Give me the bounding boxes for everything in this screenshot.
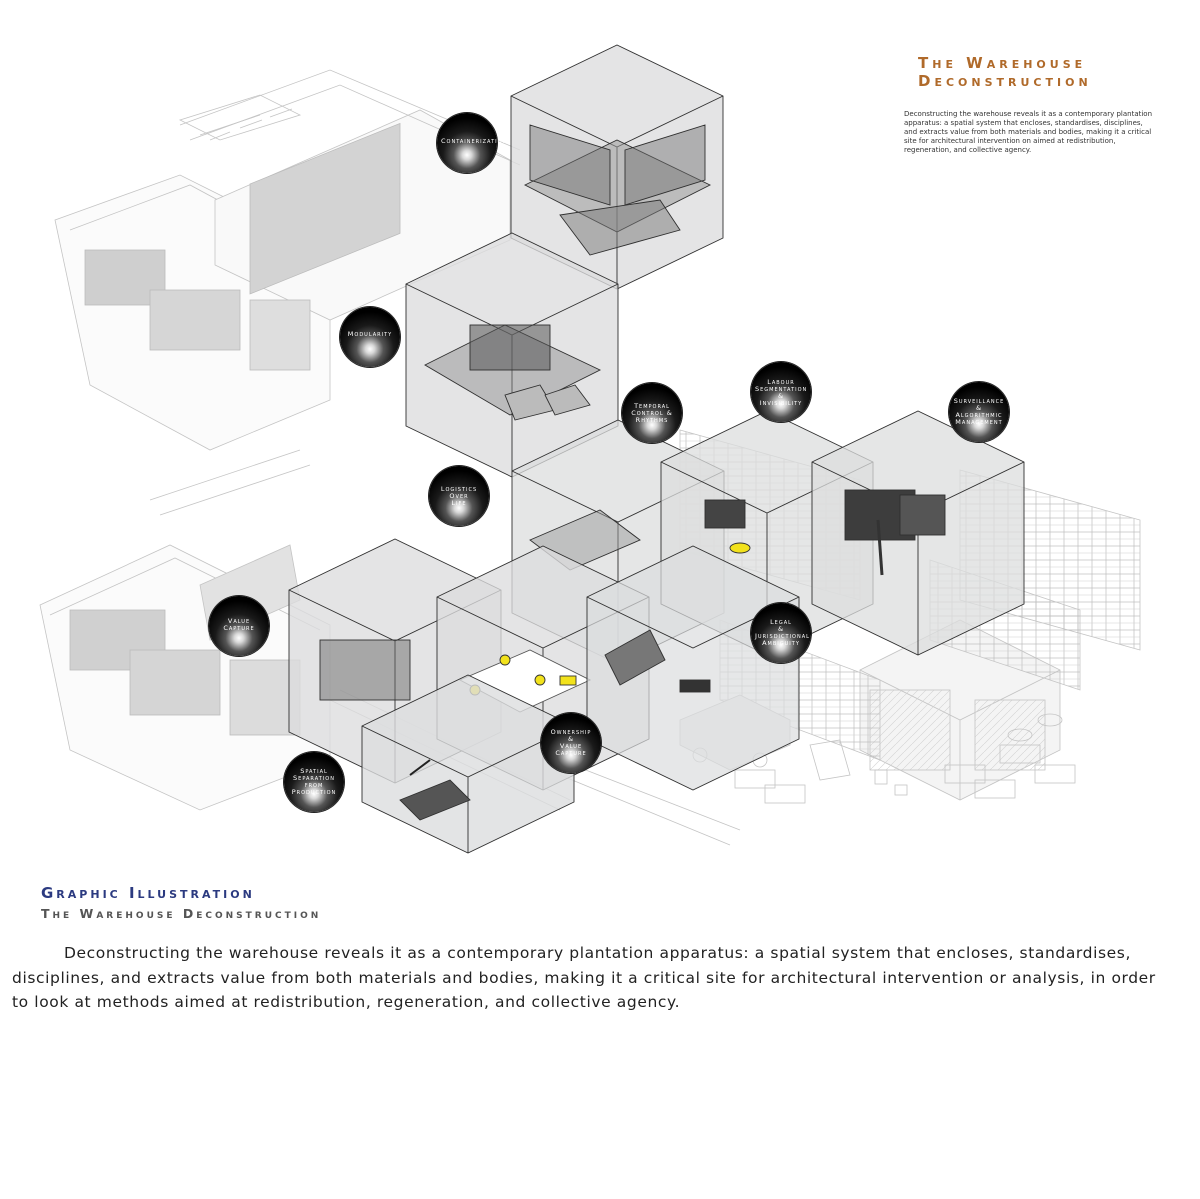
caption-title: Graphic Illustration: [41, 884, 255, 902]
node-label: Logistics Over Life: [440, 485, 478, 507]
node-containerization: [437, 113, 508, 173]
header-title: [918, 54, 1158, 90]
caption-body: Deconstructing the warehouse reveals it as a contemporary plantation apparatus: a spatial system that encloses, standardises, disciplines, and extracts value from both materials and bodies, making it a critical site for architectural intervention or analysis, in order to look at methods aimed at redistribution, regeneration, and collective agency.: [12, 944, 1156, 1011]
node-surveillance: [949, 382, 1009, 442]
node-label: Labour Segmentation & Invisibility: [755, 378, 808, 407]
node-temporal-control: [622, 383, 682, 443]
header-description: Deconstructing the warehouse reveals it as a contemporary plantation apparatus: a spatial system that encloses, standardises, disciplines, and extracts value from both materials and bodies, making it a critical site for architectural intervention on aimed at redistribution, regeneration, and collective agency.: [904, 110, 1153, 154]
node-spatial-separation: [284, 752, 344, 812]
node-label: Legal & Jurisdictional Ambiguity: [755, 618, 810, 647]
cube-surveillance: [812, 411, 1024, 655]
node-label: Modularity: [347, 330, 393, 338]
node-label: Temporal Control & Rhythms: [631, 402, 673, 424]
node-modularity: [340, 307, 400, 367]
node-labour-segmentation: [751, 362, 811, 422]
node-label: Containerization: [441, 137, 508, 145]
node-value-capture: [209, 596, 269, 656]
node-legal-jurisdictional: [751, 603, 811, 663]
caption-subtitle: The Warehouse Deconstruction: [41, 906, 322, 921]
node-label: Ownership & Value Capture: [550, 728, 592, 757]
node-label: Surveillance & Algorithmic Management: [953, 397, 1005, 426]
node-ownership: [541, 713, 601, 773]
header-title-line2: Deconstruction: [918, 72, 1092, 90]
node-label: Spatial Separation from Production: [291, 767, 337, 796]
cube-legal: [587, 546, 799, 790]
header-title-line1: The Warehouse: [918, 54, 1087, 72]
node-label: Value Capture: [223, 617, 255, 632]
node-logistics-over-life: [429, 466, 489, 526]
